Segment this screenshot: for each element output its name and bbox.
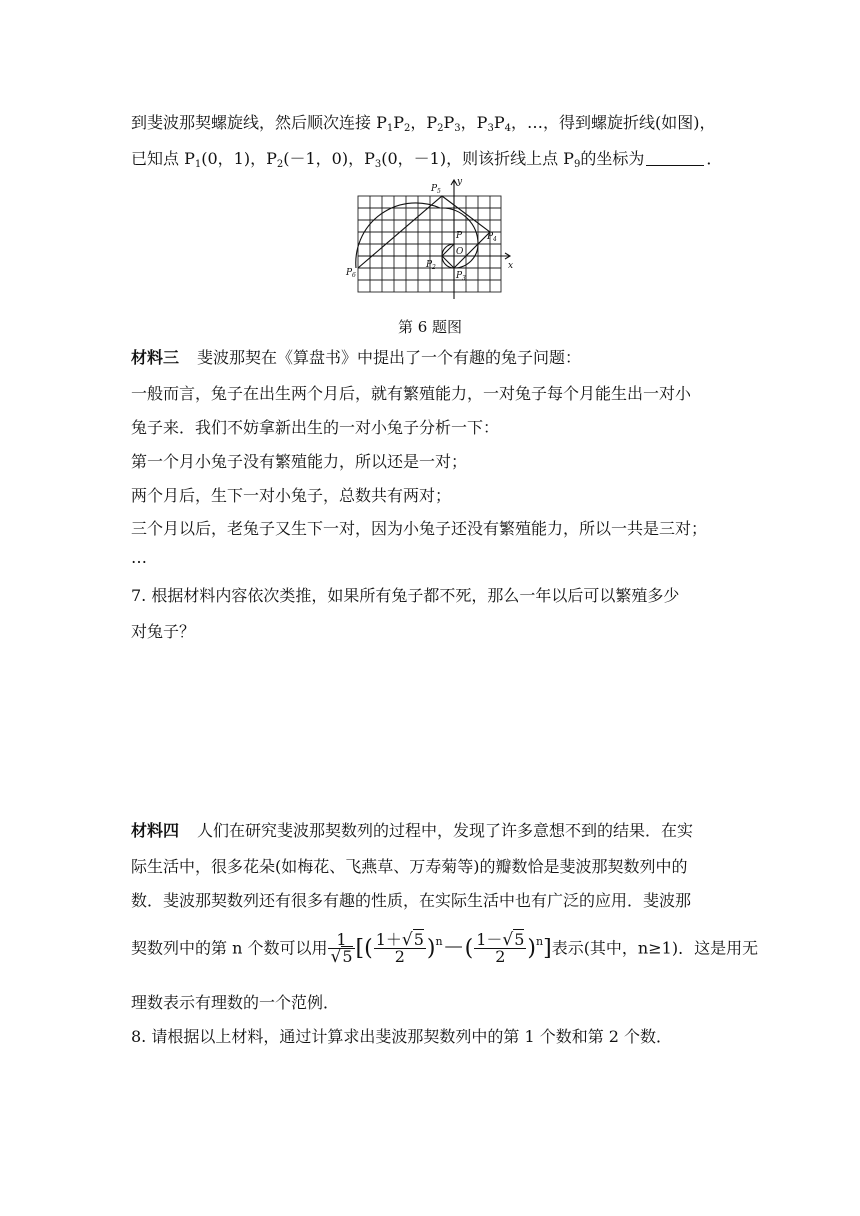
text-segment: ，P — [410, 113, 438, 132]
text-segment: 的坐标为 — [580, 149, 645, 168]
intro-line-1 — [131, 113, 715, 139]
exponent: n — [536, 935, 544, 948]
spiral-grid-figure — [345, 174, 520, 299]
grid — [358, 196, 501, 292]
formula-minus: －( — [442, 936, 474, 961]
frac-numerator: 1－√5 — [476, 930, 525, 950]
text-segment: ． — [706, 149, 723, 168]
question-8-line-1: 8. 请根据以上材料，通过计算求出斐波那契数列中的第 1 个数和第 2 个数． — [131, 1027, 673, 1046]
label-p2-sub: 2 — [432, 264, 436, 271]
subscript: 1 — [194, 159, 202, 170]
text-segment: 人们在研究斐波那契数列的过程中，发现了许多意想不到的结果．在实 — [197, 821, 694, 840]
subscript: 3 — [487, 123, 494, 134]
text-segment: P — [443, 113, 455, 132]
figure-caption: 第 6 题图 — [397, 318, 463, 336]
material4-line-3: 数．斐波那契数列还有很多有趣的性质，在实际生活中也有广泛的应用．斐波那 — [131, 891, 692, 910]
label-p6-sub: 6 — [352, 272, 356, 279]
formula-fraction-minus — [474, 932, 526, 965]
subscript: 2 — [276, 159, 284, 170]
material4-heading: 材料四 — [131, 821, 180, 840]
label-p3: P — [456, 271, 463, 281]
text-segment: 表示(其中，n≥1)．这是用无 — [551, 938, 759, 958]
material4-line-5: 理数表示有理数的一个范例． — [131, 993, 340, 1012]
text-segment: (0，1)，P — [201, 149, 277, 168]
material3-line-2: 一般而言，兔子在出生两个月后，就有繁殖能力，一对兔子每个月能生出一对小 — [131, 384, 692, 403]
subscript: 2 — [404, 123, 411, 134]
text-segment: (－1，0)，P — [283, 149, 375, 168]
frac-numerator: 1 — [328, 932, 354, 949]
intro-line-2 — [131, 149, 722, 175]
label-p5-sub: 5 — [437, 188, 441, 195]
numerator-text: 1－ — [476, 930, 503, 949]
subscript: 3 — [454, 123, 461, 134]
subscript: 4 — [504, 123, 511, 134]
label-y: y — [457, 177, 463, 187]
material3-line-1 — [131, 348, 581, 368]
label-o: O — [456, 247, 464, 257]
material4-line-2: 际生活中，很多花朵(如梅花、飞燕草、万寿菊等)的瓣数恰是斐波那契数列中的 — [131, 857, 688, 876]
material3-line-3: 兔子来．我们不妨拿新出生的一对小兔子分析一下： — [131, 418, 500, 437]
formula-bracket: [( — [355, 936, 373, 961]
label-p4: P — [487, 232, 494, 242]
material3-line-6: 三个月以后，老兔子又生下一对，因为小兔子还没有繁殖能力，所以一共是三对； — [131, 519, 708, 538]
radicand: 5 — [413, 930, 424, 949]
frac-denominator: √5 — [330, 947, 353, 967]
text-segment: ，P — [460, 113, 488, 132]
formula-bracket: ] — [543, 936, 552, 961]
answer-blank[interactable] — [646, 151, 704, 166]
formula-paren: ) — [527, 936, 536, 961]
text-segment: (0，－1)，则该折线上点 P — [381, 149, 574, 168]
text-segment: ，…，得到螺旋折线(如图)， — [510, 113, 716, 132]
text-segment: 斐波那契在《算盘书》中提出了一个有趣的兔子问题： — [197, 348, 582, 367]
radicand: 5 — [342, 947, 353, 966]
material4-line-1 — [131, 821, 693, 841]
formula-paren: ) — [426, 936, 436, 961]
subscript: 2 — [437, 123, 444, 134]
formula-fraction-plus — [374, 932, 426, 965]
label-p2: P — [426, 260, 433, 270]
frac-denominator: 2 — [394, 947, 405, 966]
frac-denominator: 2 — [495, 947, 506, 966]
material3-line-4: 第一个月小兔子没有繁殖能力，所以还是一对； — [131, 452, 468, 471]
label-p3-sub: 3 — [462, 275, 466, 282]
material4-line-4 — [131, 930, 758, 965]
question-7-line-2: 对兔子？ — [131, 622, 196, 641]
text-segment: 已知点 P — [131, 149, 195, 168]
label-p5: P — [431, 184, 438, 194]
text-segment: P — [493, 113, 505, 132]
formula-coefficient — [328, 932, 354, 965]
exponent: n — [435, 935, 443, 948]
subscript: 1 — [386, 123, 394, 134]
numerator-text: 1＋ — [375, 930, 402, 949]
label-p1: P — [456, 231, 463, 241]
text-segment: P — [393, 113, 404, 132]
text-segment: 契数列中的第 n 个数可以用 — [131, 938, 328, 958]
frac-numerator: 1＋√5 — [375, 930, 424, 950]
label-p6: P — [346, 268, 353, 278]
subscript: 3 — [374, 159, 382, 170]
question-7-line-1: 7. 根据材料内容依次类推，如果所有兔子都不死，那么一年以后可以繁殖多少 — [131, 586, 680, 605]
label-x: x — [508, 261, 514, 271]
material3-heading: 材料三 — [131, 348, 180, 367]
material3-line-5: 两个月后，生下一对小兔子，总数共有两对； — [131, 486, 452, 505]
label-p4-sub: 4 — [493, 236, 497, 243]
text-segment: 到斐波那契螺旋线，然后顺次连接 P — [131, 113, 387, 132]
material3-line-7: … — [131, 548, 147, 567]
subscript: 9 — [573, 159, 581, 170]
radicand: 5 — [514, 930, 525, 949]
